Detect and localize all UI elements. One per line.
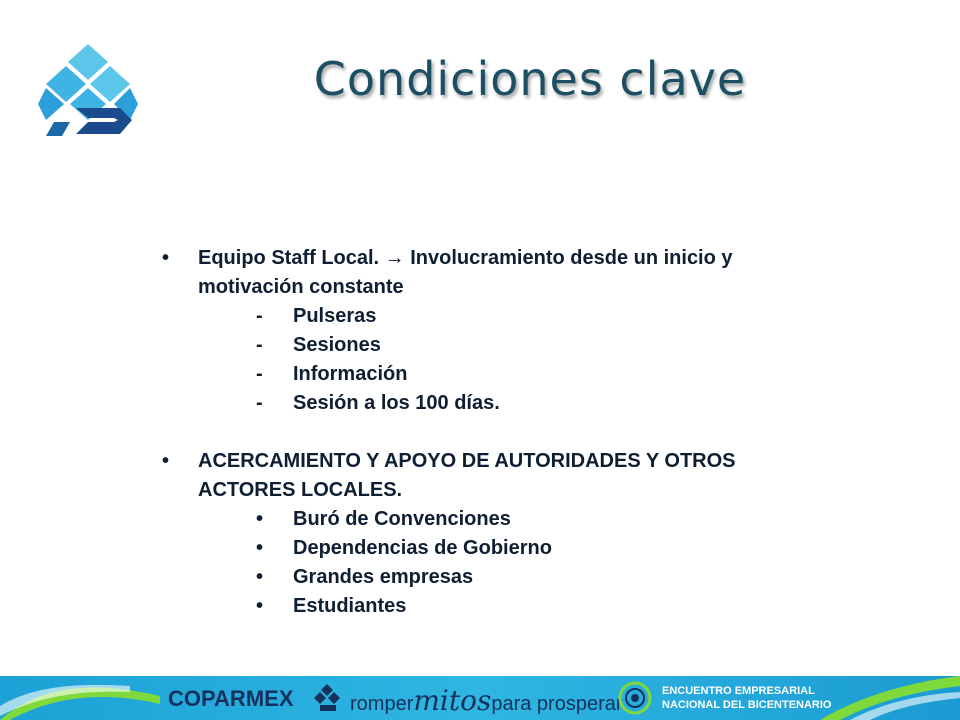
sub-item-text: Grandes empresas	[293, 566, 474, 588]
bullet-mark: •	[256, 595, 264, 617]
event-title	[662, 684, 832, 712]
bullet-mark: •	[256, 508, 264, 530]
sub-item-text: Información	[293, 363, 408, 385]
event-title-line: ENCUENTRO EMPRESARIAL	[662, 685, 815, 697]
sub-item	[158, 592, 858, 621]
sub-item-text: Dependencias de Gobierno	[293, 537, 552, 559]
slogan-highlight: mitos	[413, 684, 492, 717]
sub-item-text: Estudiantes	[293, 595, 407, 617]
bullet-mark: •	[256, 537, 264, 559]
bullet-mark: •	[162, 247, 170, 269]
slide-title: Condiciones clave	[313, 52, 747, 106]
bullet-line: ACERCAMIENTO Y APOYO DE AUTORIDADES Y OTROS	[198, 450, 736, 472]
wave-decoration-right	[820, 676, 960, 720]
bullet-mark: •	[162, 450, 170, 472]
sub-item	[158, 534, 858, 563]
sub-item	[158, 331, 858, 360]
bullet-line: ACTORES LOCALES.	[198, 479, 403, 501]
seal-icon	[618, 681, 652, 715]
dash-mark: -	[256, 305, 263, 327]
bullet-text: Involucramiento desde un inicio y	[404, 247, 733, 269]
sub-item	[158, 302, 858, 331]
dash-mark: -	[256, 392, 263, 414]
sub-item-text: Buró de Convenciones	[293, 508, 511, 530]
slogan-text: para prosperar	[491, 693, 623, 715]
sub-item	[158, 563, 858, 592]
spacer	[158, 418, 858, 447]
arrow-right-icon: →	[384, 247, 405, 269]
sub-item	[158, 360, 858, 389]
bullet-line	[198, 244, 858, 273]
sub-item-text: Sesiones	[293, 334, 381, 356]
bullet-mark: •	[256, 566, 264, 588]
coparmex-logo-icon	[36, 42, 140, 138]
footer-banner	[0, 676, 960, 720]
sub-item-text: Pulseras	[293, 305, 377, 327]
sub-item-text: Sesión a los 100 días.	[293, 392, 500, 414]
footer-brand: COPARMEX	[168, 686, 294, 711]
sub-item	[158, 505, 858, 534]
sub-item	[158, 389, 858, 418]
dash-mark: -	[256, 363, 263, 385]
bullet-line: motivación constante	[198, 276, 404, 298]
footer-slogan	[350, 684, 623, 717]
bullet-item-authorities	[158, 447, 858, 505]
coparmex-small-icon	[312, 683, 342, 713]
bullet-text: Equipo Staff Local.	[198, 247, 385, 269]
dash-mark: -	[256, 334, 263, 356]
slide-content	[158, 244, 858, 621]
event-title-line: NACIONAL DEL BICENTENARIO	[662, 699, 832, 711]
wave-decoration-left	[0, 676, 160, 720]
bullet-item-staff	[158, 244, 858, 302]
slogan-text: romper	[350, 693, 414, 715]
